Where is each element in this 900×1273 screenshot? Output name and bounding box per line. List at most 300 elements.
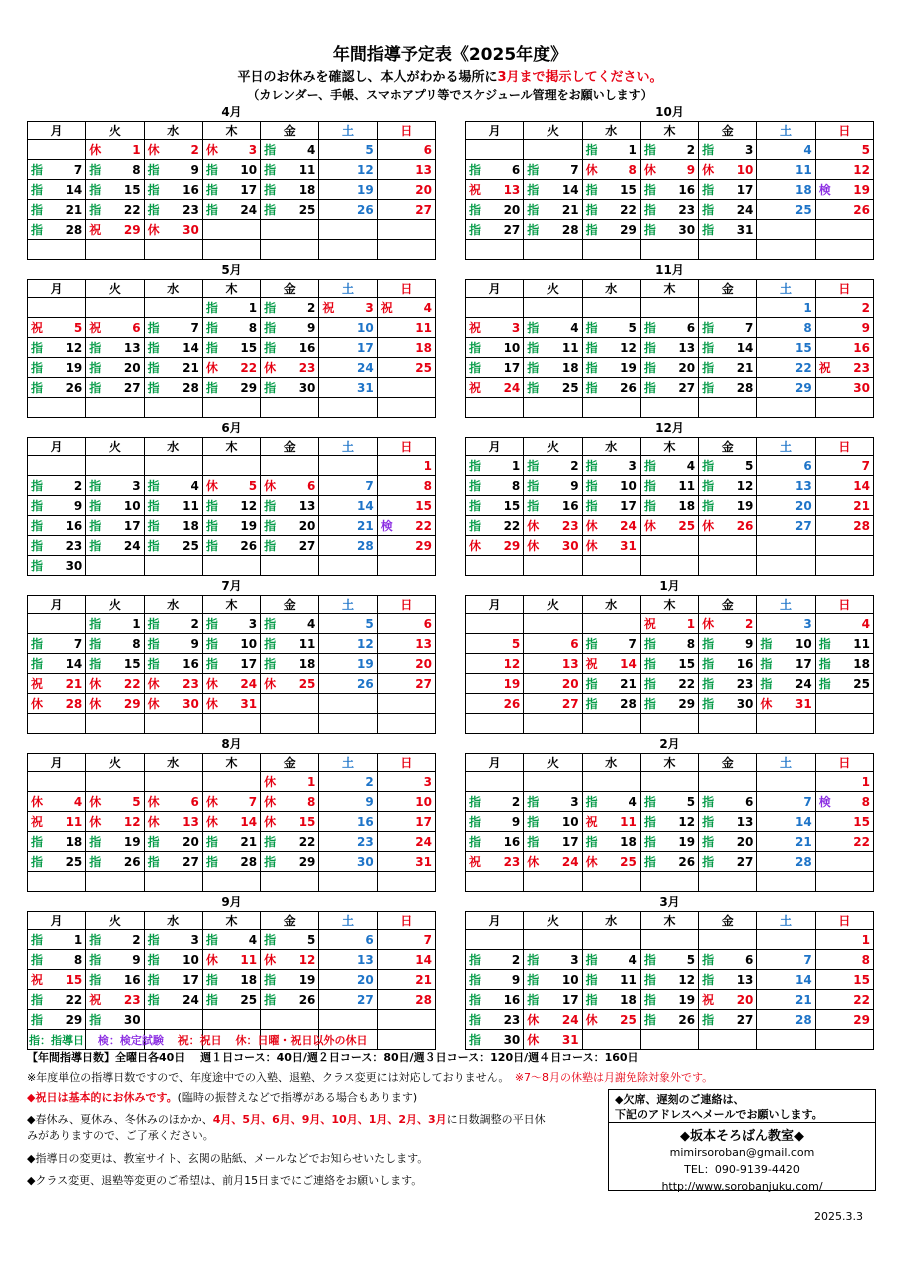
day-number: 11 [620,814,637,829]
day-mark: 休 [89,795,102,809]
day-number: 17 [182,972,199,987]
day-number: 26 [123,854,141,869]
day-number: 25 [415,360,432,375]
day-cell [202,812,260,832]
weekday-header: 火 [524,596,582,614]
day-cell [261,654,319,674]
day-cell [319,516,377,536]
day-cell [377,556,435,576]
contact-email[interactable]: mimirsoroban@gmail.com [669,1146,815,1159]
day-mark: 休 [585,1013,598,1027]
weekday-header: 金 [261,122,319,140]
day-cell [524,772,582,792]
day-cell [524,674,582,694]
day-number: 26 [620,380,637,395]
day-mark: 休 [702,519,715,533]
month-calendar [27,104,436,260]
day-cell [261,634,319,654]
day-number: 16 [678,182,696,197]
day-number: 28 [794,854,812,869]
day-cell [640,852,698,872]
day-cell [202,456,260,476]
note-3: ◆春休み、夏休み、冬休みのほかか、4月、5月、6月、9月、10月、1月、2月、3月に日数調整の平日休 [27,1113,546,1126]
day-number: 13 [503,182,521,197]
day-cell [144,516,202,536]
day-number: 30 [736,696,754,711]
day-number: 4 [73,794,83,809]
day-mark: 指 [31,223,44,237]
day-cell [202,160,260,180]
day-mark: 指 [585,993,598,1007]
day-mark: 休 [205,677,218,691]
day-number: 11 [561,340,579,355]
weekday-header: 月 [28,122,86,140]
day-cell [640,694,698,714]
day-number: 22 [240,360,258,375]
day-number: 30 [298,380,316,395]
day-mark: 休 [89,697,102,711]
day-cell [524,654,582,674]
day-mark: 祝 [643,617,656,631]
day-mark: 指 [702,795,715,809]
day-number: 14 [65,656,83,671]
day-cell [261,812,319,832]
day-mark: 指 [31,361,44,375]
day-cell [524,318,582,338]
day-mark: 指 [469,1033,482,1047]
day-mark: 指 [264,539,277,553]
day-number: 7 [570,162,579,177]
day-mark: 指 [205,183,218,197]
day-cell [86,970,144,990]
day-mark: 指 [469,953,482,967]
day-number: 17 [356,340,374,355]
day-number: 10 [240,636,258,651]
day-mark: 指 [702,855,715,869]
day-cell [582,496,640,516]
day-number: 12 [298,952,316,967]
month-calendar [465,262,874,418]
day-number: 5 [307,932,316,947]
weekday-header: 日 [815,438,873,456]
day-cell [377,318,435,338]
day-mark: 指 [31,381,44,395]
day-mark: 指 [643,637,656,651]
day-mark: 休 [527,1033,540,1047]
day-cell [144,496,202,516]
day-cell [466,714,524,734]
day-number: 1 [861,774,870,789]
day-cell [757,516,815,536]
day-number: 8 [686,636,696,651]
day-mark: 指 [585,143,598,157]
day-number: 7 [365,478,374,493]
day-cell [524,298,582,318]
day-mark: 指 [643,835,656,849]
day-mark: 休 [264,795,277,809]
day-mark: 指 [147,835,160,849]
day-mark: 指 [527,183,540,197]
day-cell [319,614,377,634]
day-mark: 指 [818,637,831,651]
day-mark: 指 [585,361,598,375]
day-mark: 指 [585,183,598,197]
day-number: 11 [620,972,637,987]
day-number: 11 [678,478,696,493]
day-mark: 指 [89,381,102,395]
day-cell [466,200,524,220]
day-cell [28,1010,86,1030]
day-cell [524,634,582,654]
day-mark: 指 [643,855,656,869]
day-cell [202,240,260,260]
subtitle-note: （カレンダー、手帳、スマホアプリ等でスケジュール管理をお願いします） [247,88,653,102]
day-cell [86,674,144,694]
day-number: 25 [561,380,579,395]
day-cell [86,298,144,318]
day-mark: 指 [205,163,218,177]
day-mark: 指 [205,519,218,533]
day-cell [466,536,524,556]
day-number: 11 [65,814,83,829]
day-mark: 指 [264,163,277,177]
day-mark: 休 [205,143,218,157]
day-cell [202,634,260,654]
day-mark: 休 [264,815,277,829]
day-cell [640,872,698,892]
day-cell [261,240,319,260]
day-number: 31 [240,696,258,711]
day-number: 14 [182,340,199,355]
day-mark: 祝 [89,321,102,335]
day-number: 22 [794,360,812,375]
day-mark: 指 [147,657,160,671]
day-cell [524,792,582,812]
weekday-header: 水 [582,754,640,772]
day-cell [261,298,319,318]
day-mark: 祝 [322,301,335,315]
day-number: 13 [561,656,579,671]
day-cell [699,950,757,970]
day-cell [640,812,698,832]
day-number: 2 [190,142,199,157]
day-cell [699,200,757,220]
day-mark: 指 [89,539,102,553]
day-number: 16 [182,182,199,197]
day-mark: 指 [643,993,656,1007]
day-number: 28 [620,696,637,711]
day-number: 29 [415,538,432,553]
weekday-header: 火 [524,912,582,930]
month-calendar [465,420,874,576]
day-cell [699,476,757,496]
day-cell [815,614,873,634]
day-mark: 指 [469,499,482,513]
day-number: 13 [736,814,754,829]
day-cell [86,990,144,1010]
day-number: 20 [678,360,696,375]
day-cell [524,456,582,476]
day-number: 3 [570,794,579,809]
day-number: 19 [678,992,696,1007]
day-mark: 指 [643,459,656,473]
day-cell [466,614,524,634]
school-name: ◆坂本そろばん教室◆ [609,1122,875,1144]
day-number: 26 [853,202,870,217]
weekday-header: 土 [757,438,815,456]
day-mark: 休 [31,795,44,809]
day-cell [202,930,260,950]
day-mark: 休 [89,143,102,157]
day-number: 15 [298,814,316,829]
day-mark: 指 [818,677,831,691]
day-cell [524,160,582,180]
day-cell [202,536,260,556]
day-cell [28,240,86,260]
day-mark: 休 [264,775,277,789]
day-mark: 指 [643,657,656,671]
day-cell [757,318,815,338]
day-cell [699,140,757,160]
day-number: 5 [686,952,696,967]
day-number: 1 [686,616,696,631]
day-cell [699,378,757,398]
day-number: 8 [248,320,258,335]
day-number: 9 [570,478,579,493]
day-cell [640,556,698,576]
day-mark: 指 [31,559,44,573]
weekday-header: 土 [319,280,377,298]
day-cell [261,160,319,180]
day-mark: 指 [147,933,160,947]
day-cell [582,536,640,556]
day-number: 6 [190,794,199,809]
day-number: 26 [240,538,258,553]
day-cell [757,792,815,812]
weekday-header: 土 [757,122,815,140]
day-number: 14 [794,972,812,987]
day-cell [202,852,260,872]
day-mark: 休 [147,697,160,711]
day-cell [86,950,144,970]
day-cell [815,516,873,536]
day-cell [28,772,86,792]
day-cell [144,318,202,338]
day-cell [699,220,757,240]
weekday-header: 月 [466,912,524,930]
day-cell [640,950,698,970]
day-cell [582,634,640,654]
day-number: 25 [298,202,316,217]
day-mark: 指 [264,499,277,513]
day-cell [582,674,640,694]
day-mark: 指 [31,933,44,947]
day-cell [815,694,873,714]
day-number: 6 [745,794,754,809]
day-cell [640,536,698,556]
day-cell [202,180,260,200]
day-mark: 祝 [31,677,44,691]
weekday-header: 月 [28,912,86,930]
day-cell [640,930,698,950]
day-number: 9 [307,320,316,335]
day-number: 18 [182,518,199,533]
day-mark: 指 [469,1013,482,1027]
day-cell [377,654,435,674]
day-mark: 指 [585,459,598,473]
day-cell [261,772,319,792]
day-number: 1 [132,616,141,631]
day-cell [319,298,377,318]
month-calendar [27,578,436,734]
day-cell [202,516,260,536]
day-cell [202,950,260,970]
day-number: 25 [620,1012,637,1027]
day-number: 2 [190,616,199,631]
day-cell [202,654,260,674]
contact-url[interactable]: http://www.sorobanjuku.com/ [661,1180,823,1193]
day-number: 14 [853,478,870,493]
day-cell [466,496,524,516]
day-cell [86,556,144,576]
day-cell [202,872,260,892]
day-number: 15 [853,814,870,829]
day-cell [640,220,698,240]
day-mark: 指 [205,657,218,671]
day-number: 29 [794,380,812,395]
day-cell [640,476,698,496]
day-mark: 指 [702,1013,715,1027]
day-mark: 指 [264,301,277,315]
day-cell [757,1030,815,1050]
day-mark: 指 [31,499,44,513]
weekday-header: 水 [582,912,640,930]
day-mark: 指 [264,381,277,395]
weekday-header: 金 [699,280,757,298]
day-cell [261,456,319,476]
day-mark: 指 [31,341,44,355]
day-mark: 指 [89,657,102,671]
day-cell [377,298,435,318]
day-cell [28,714,86,734]
day-cell [699,298,757,318]
day-cell [815,852,873,872]
day-mark: 指 [264,143,277,157]
day-cell [815,220,873,240]
day-number: 7 [248,794,258,809]
day-cell [640,240,698,260]
day-mark: 指 [643,677,656,691]
day-cell [582,200,640,220]
contact-line2: 下記のアドレスへメールでお願いします。 [615,1108,823,1121]
day-mark: 指 [205,301,218,315]
day-mark: 指 [585,697,598,711]
day-mark: 指 [702,321,715,335]
day-cell [699,872,757,892]
day-mark: 指 [264,183,277,197]
day-cell [815,634,873,654]
day-cell [757,398,815,418]
day-cell [757,496,815,516]
weekday-header: 金 [699,596,757,614]
note-5: ◆クラス変更、退塾等変更のご希望は、前月15日までにご連絡をお願いします。 [27,1174,423,1187]
day-cell [86,812,144,832]
day-cell [28,496,86,516]
day-cell [28,516,86,536]
day-cell [261,832,319,852]
day-mark: 指 [760,637,773,651]
day-mark: 休 [702,163,715,177]
day-cell [144,852,202,872]
day-mark: 指 [205,381,218,395]
day-cell [640,318,698,338]
day-number: 11 [240,952,258,967]
day-cell [815,338,873,358]
day-cell [640,1030,698,1050]
day-number: 5 [745,458,754,473]
day-number: 30 [123,1012,141,1027]
day-cell [466,298,524,318]
day-mark: 指 [702,973,715,987]
day-number: 17 [561,834,579,849]
weekday-header: 火 [86,122,144,140]
day-cell [144,694,202,714]
day-mark: 指 [147,617,160,631]
day-cell [524,536,582,556]
day-mark: 指 [585,223,598,237]
day-mark: 指 [89,933,102,947]
day-number: 5 [132,794,141,809]
day-cell [582,970,640,990]
day-cell [757,812,815,832]
day-number: 7 [73,162,83,177]
day-number: 28 [561,222,579,237]
day-cell [319,200,377,220]
day-cell [377,714,435,734]
day-cell [699,358,757,378]
day-number: 22 [853,834,870,849]
day-cell [28,950,86,970]
day-number: 12 [123,814,141,829]
day-cell [466,220,524,240]
day-cell [466,990,524,1010]
day-mark: 指 [585,795,598,809]
day-number: 2 [861,300,870,315]
day-number: 21 [240,834,258,849]
day-cell [524,832,582,852]
day-mark: 指 [89,855,102,869]
day-cell [377,772,435,792]
weekday-header: 水 [582,438,640,456]
day-mark: 指 [469,223,482,237]
day-cell [640,792,698,812]
weekday-header: 土 [757,754,815,772]
day-cell [28,180,86,200]
day-number: 8 [132,636,141,651]
day-cell [699,772,757,792]
day-number: 19 [356,656,374,671]
day-number: 6 [307,478,316,493]
day-mark: 指 [264,835,277,849]
day-cell [582,160,640,180]
day-cell [86,160,144,180]
day-number: 11 [182,498,199,513]
day-mark: 指 [643,361,656,375]
day-cell [319,694,377,714]
day-number: 15 [123,656,141,671]
day-cell [524,180,582,200]
day-mark: 祝 [585,657,598,671]
